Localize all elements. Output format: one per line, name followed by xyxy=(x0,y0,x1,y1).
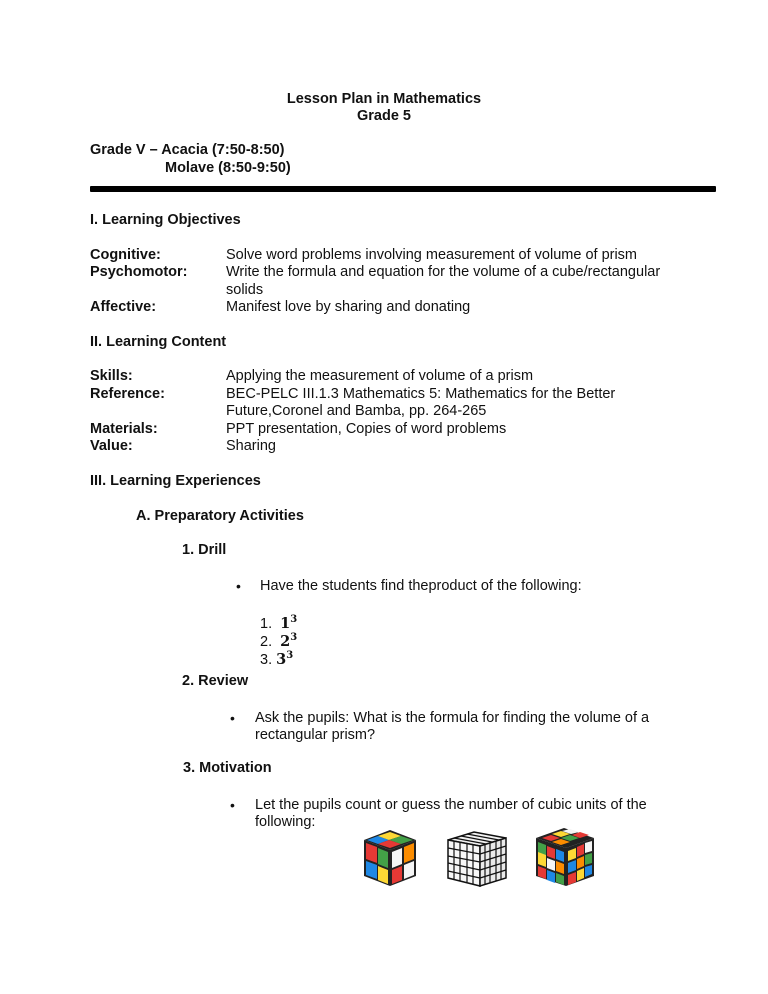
skills-value: Applying the measurement of volume of a prism xyxy=(226,368,534,384)
value-label: Value: xyxy=(90,438,133,454)
bullet-icon: • xyxy=(230,710,235,726)
motivation-instruction-cont: following: xyxy=(255,814,316,830)
drill-item-base: 2 xyxy=(280,632,291,650)
objectives-heading: I. Learning Objectives xyxy=(90,212,241,228)
affective-value: Manifest love by sharing and donating xyxy=(226,299,471,315)
drill-item-exponent: 3 xyxy=(286,650,294,661)
drill-heading: 1. Drill xyxy=(182,542,227,558)
bullet-icon: • xyxy=(230,797,235,813)
drill-item xyxy=(260,614,297,632)
bullet-icon: • xyxy=(236,578,241,594)
drill-item xyxy=(260,632,297,650)
motivation-instruction: Let the pupils count or guess the number of cubic units of the xyxy=(255,797,647,813)
psychomotor-label: Psychomotor: xyxy=(90,264,188,280)
preparatory-activities-heading: A. Preparatory Activities xyxy=(136,508,304,524)
cognitive-value: Solve word problems involving measurement of volume of prism xyxy=(226,247,638,263)
drill-instruction: Have the students find theproduct of the following: xyxy=(260,578,582,594)
affective-label: Affective: xyxy=(90,299,157,315)
psychomotor-value-cont: solids xyxy=(226,282,264,298)
drill-item-number: 1. xyxy=(260,615,273,632)
psychomotor-value: Write the formula and equation for the volume of a cube/rectangular xyxy=(226,264,661,280)
drill-item-exponent: 3 xyxy=(290,614,298,625)
materials-label: Materials: xyxy=(90,421,158,437)
rubiks-cube-3x3-image xyxy=(532,824,598,888)
motivation-heading: 3. Motivation xyxy=(183,760,272,776)
reference-value: BEC-PELC III.1.3 Mathematics 5: Mathematics for the Better xyxy=(226,386,616,402)
content-heading: II. Learning Content xyxy=(90,334,227,350)
experiences-heading: III. Learning Experiences xyxy=(90,473,261,489)
drill-item-base: 3 xyxy=(276,650,287,668)
drill-item-exponent: 3 xyxy=(290,632,298,643)
rubiks-cube-2x2-image xyxy=(358,826,422,888)
drill-item-number: 2. xyxy=(260,633,273,650)
rubiks-cube-5x5-image xyxy=(444,828,510,888)
page-title: Lesson Plan in Mathematics xyxy=(286,91,482,107)
review-heading: 2. Review xyxy=(182,673,249,689)
reference-label: Reference: xyxy=(90,386,165,402)
grade-section-acacia: Grade V – Acacia (7:50-8:50) xyxy=(90,142,285,158)
drill-item xyxy=(260,650,293,668)
page-subtitle: Grade 5 xyxy=(357,108,411,124)
drill-item-number: 3. xyxy=(260,651,273,668)
horizontal-divider xyxy=(90,186,716,192)
grade-section-molave: Molave (8:50-9:50) xyxy=(165,160,291,176)
value-value: Sharing xyxy=(226,438,276,454)
materials-value: PPT presentation, Copies of word problems xyxy=(226,421,507,437)
review-question: Ask the pupils: What is the formula for finding the volume of a xyxy=(255,710,650,726)
review-question-cont: rectangular prism? xyxy=(255,727,376,743)
drill-item-base: 1 xyxy=(280,614,291,632)
skills-label: Skills: xyxy=(90,368,133,384)
cognitive-label: Cognitive: xyxy=(90,247,161,263)
reference-value-cont: Future,Coronel and Bamba, pp. 264-265 xyxy=(226,403,487,419)
